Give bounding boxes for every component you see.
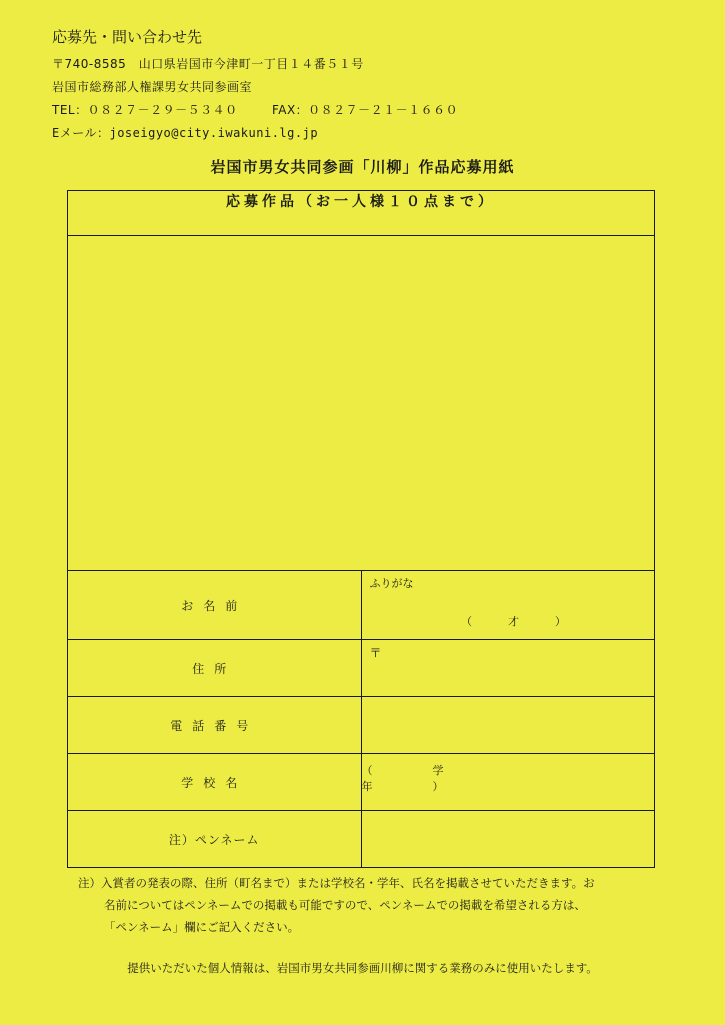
name-field[interactable] [361,571,655,640]
grade-field: （学年） [361,764,504,793]
note-line-2: 名前についてはペンネームでの掲載も可能ですので、ペンネームでの掲載を希望される方は、 [104,898,586,912]
age-field: （才） [461,615,602,628]
tel-number: TEL：０８２７－２９－５３４０ [52,103,238,117]
phone-row [52,101,458,118]
privacy-note: 提供いただいた個人情報は、岩国市男女共同参画川柳に関する業務のみに使用いたします。 [127,961,598,975]
phone-field[interactable] [361,697,655,754]
address-label: 住所 [68,640,362,697]
phone-label: 電話番号 [68,697,362,754]
address-field[interactable] [361,640,655,697]
entries-field[interactable] [68,236,655,571]
furigana-label: ふりがな [369,577,414,590]
school-field[interactable] [361,754,655,811]
contact-heading: 応募先・問い合わせ先 [52,28,203,46]
email-address: Eメール：joseigyo@city.iwakuni.lg.jp [52,126,319,140]
form-title: 岩国市男女共同参画「川柳」作品応募用紙 [210,158,515,176]
entries-header: 応募作品（お一人様１０点まで） [68,191,655,236]
contact-info [52,26,458,147]
note-line-1: 注）入賞者の発表の際、住所（町名まで）または学校名・学年、氏名を掲載させていただきます。お [78,876,595,890]
entry-form-table [67,190,655,868]
school-label: 学校名 [68,754,362,811]
postal-address: 〒740-8585 山口県岩国市今津町一丁目１４番５１号 [52,57,364,71]
name-label: お名前 [68,571,362,640]
department-name: 岩国市総務部人権課男女共同参画室 [52,80,253,94]
publication-note [78,872,658,938]
penname-field[interactable] [361,811,655,868]
note-line-3: 「ペンネーム」欄にご記入ください。 [104,920,300,934]
postal-mark: 〒 [369,646,382,660]
fax-number: FAX：０８２７－２１－１６６０ [271,103,459,117]
penname-label: 注）ペンネーム [68,811,362,868]
